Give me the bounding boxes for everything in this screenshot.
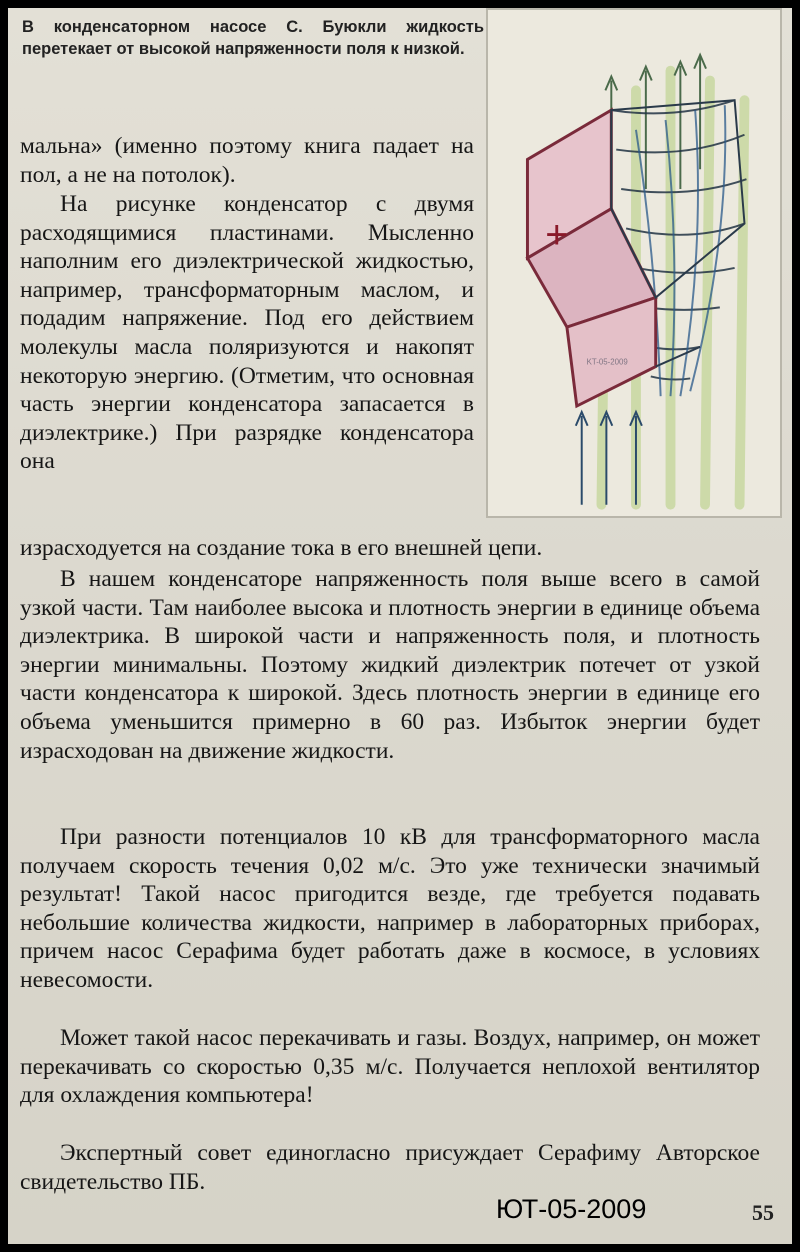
paragraph-expert-council: Экспертный совет единогласно присуждает Серафиму Авторское свидетельство ПБ. (20, 1140, 760, 1195)
figure-caption: В конденсаторном насосе С. Буюкли жидкость перетекает от высокой напряженности поля к низкой. (22, 18, 484, 58)
issue-mark: ЮТ-05-2009 (496, 1194, 647, 1224)
paragraph-capacitor-end: израсходуется на создание тока в его внешней цепи. (20, 535, 543, 561)
magazine-page (8, 8, 792, 1244)
paragraph-field-density: В нашем конденсаторе напряженность поля выше всего в самой узкой части. Там наиболее высока и плотность энергии в единице объема диэлектрика. В широкой части и напряженность поля, и плотность энергии минимальны. Поэтому жидкий диэлектрик потечет от узкой части конденсатора к широкой. Здесь плотность энергии в единице его объема уменьшится примерно в 60 раз. Избыток энергии будет израсходован на движение жидкости. (20, 566, 760, 764)
paragraph-gases: Может такой насос перекачивать и газы. Воздух, например, он может перекачивать со скоростью 0,35 м/с. Получается неплохой вентилятор для охлаждения компьютера! (20, 1025, 760, 1109)
paragraph-potential: При разности потенциалов 10 кВ для трансформаторного масла получаем скорость течения 0,02 м/с. Это уже технически значимый результат! Такой насос пригодится везде, где требуется подавать небольшие количества жидкости, например в лабораторных приборах, причем насос Серафима будет работать даже в космосе, в условиях невесомости. (20, 824, 760, 993)
watermark-text: KT-05-2009 (586, 357, 628, 367)
paragraph-capacitor: На рисунке конденсатор с двумя расходящимися пластинами. Мысленно наполним его диэлектрической жидкостью, например, трансформаторным маслом, и подадим напряжение. Под его действием молекулы масла поляризуются и накопят некоторую энергию. (Отметим, что основная часть энергии конденсатора запасается в диэлектрике.) При разрядке конденсатора она (20, 191, 474, 475)
capacitor-drawing (488, 10, 780, 516)
paragraph-continuation: мальна» (именно поэтому книга падает на пол, а не на потолок). (20, 133, 474, 188)
capacitor-pump-illustration (486, 8, 782, 518)
plus-sign: + (545, 213, 569, 258)
page-number: 55 (752, 1200, 774, 1225)
